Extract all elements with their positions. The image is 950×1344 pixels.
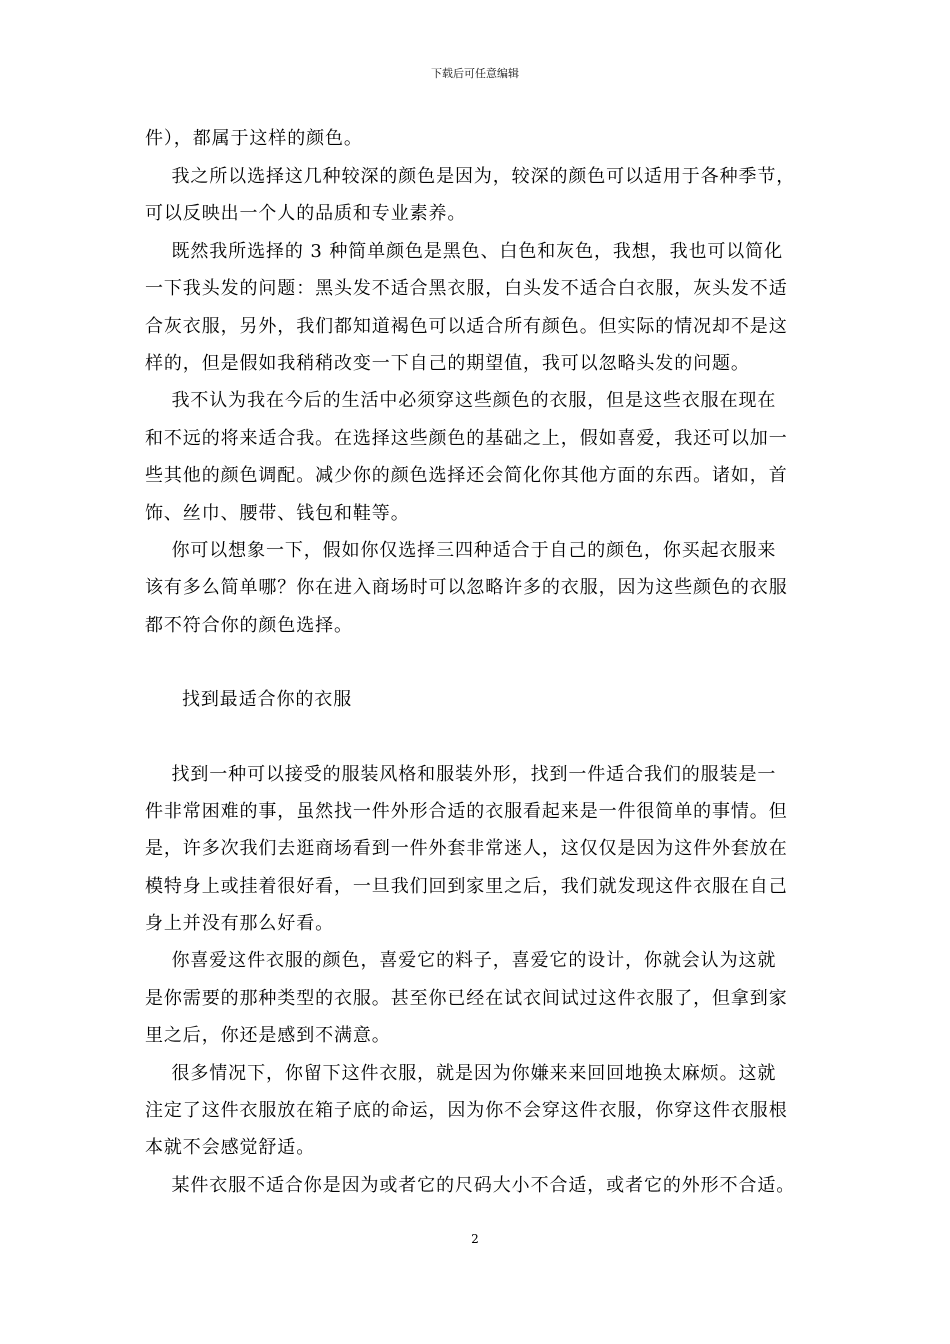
paragraph-line: 很多情况下，你留下这件衣服，就是因为你嫌来来回回地换太麻烦。这就	[145, 1063, 777, 1084]
section-heading: 找到最适合你的衣服	[182, 689, 353, 710]
paragraph-line: 合灰衣服，另外，我们都知道褐色可以适合所有颜色。但实际的情况却不是这	[145, 316, 788, 337]
paragraph-line: 件），都属于这样的颜色。	[145, 128, 363, 149]
paragraph-line: 模特身上或挂着很好看，一旦我们回到家里之后，我们就发现这件衣服在自己	[145, 876, 788, 897]
paragraph-line: 你喜爱这件衣服的颜色，喜爱它的料子，喜爱它的设计，你就会认为这就	[145, 950, 777, 971]
paragraph-line: 注定了这件衣服放在箱子底的命运，因为你不会穿这件衣服，你穿这件衣服根	[145, 1100, 788, 1121]
paragraph-line: 本就不会感觉舒适。	[145, 1137, 316, 1158]
paragraph-line: 里之后，你还是感到不满意。	[145, 1025, 391, 1046]
paragraph-line: 是你需要的那种类型的衣服。甚至你已经在试衣间试过这件衣服了，但拿到家	[145, 988, 788, 1009]
paragraph-line: 找到一种可以接受的服装风格和服装外形，找到一件适合我们的服装是一	[145, 764, 777, 785]
paragraph-line: 一下我头发的问题：黑头发不适合黑衣服，白头发不适合白衣服，灰头发不适	[145, 278, 788, 299]
paragraph-line: 该有多么简单哪？你在进入商场时可以忽略许多的衣服，因为这些颜色的衣服	[145, 577, 788, 598]
paragraph-line: 和不远的将来适合我。在选择这些颜色的基础之上，假如喜爱，我还可以加一	[145, 428, 788, 449]
paragraph-line: 既然我所选择的 3 种简单颜色是黑色、白色和灰色，我想，我也可以简化	[145, 241, 783, 262]
paragraph-line: 可以反映出一个人的品质和专业素养。	[145, 203, 467, 224]
paragraph-line: 样的，但是假如我稍稍改变一下自己的期望值，我可以忽略头发的问题。	[145, 353, 750, 374]
paragraph-line: 件非常困难的事，虽然找一件外形合适的衣服看起来是一件很简单的事情。但	[145, 801, 788, 822]
paragraph-line: 我不认为我在今后的生活中必须穿这些颜色的衣服，但是这些衣服在现在	[145, 390, 777, 411]
paragraph-line: 某件衣服不适合你是因为或者它的尺码大小不合适，或者它的外形不合适。	[145, 1175, 796, 1196]
paragraph-line: 我之所以选择这几种较深的颜色是因为，较深的颜色可以适用于各种季节，	[145, 166, 796, 187]
paragraph-line: 身上并没有那么好看。	[145, 913, 334, 934]
paragraph-line: 你可以想象一下，假如你仅选择三四种适合于自己的颜色，你买起衣服来	[145, 540, 777, 561]
page-header: 下载后可任意编辑	[431, 67, 519, 80]
paragraph-line: 饰、丝巾、腰带、钱包和鞋等。	[145, 503, 410, 524]
paragraph-line: 都不符合你的颜色选择。	[145, 615, 353, 636]
paragraph-line: 是，许多次我们去逛商场看到一件外套非常迷人，这仅仅是因为这件外套放在	[145, 838, 788, 859]
paragraph-line: 些其他的颜色调配。减少你的颜色选择还会简化你其他方面的东西。诸如，首	[145, 465, 788, 486]
page-number: 2	[471, 1232, 479, 1246]
